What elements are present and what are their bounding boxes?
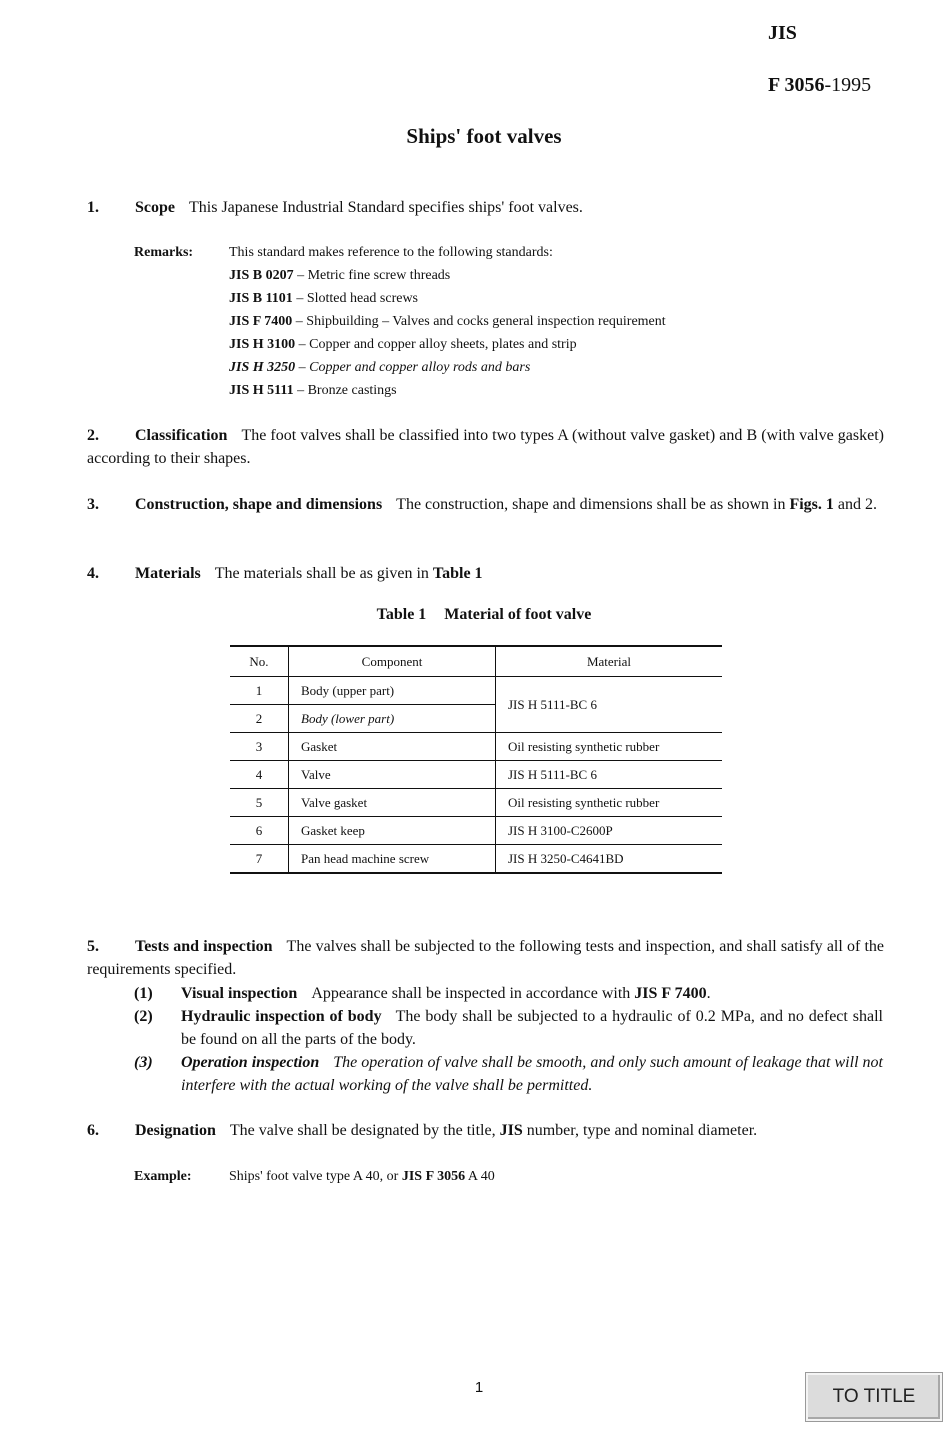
section-number: 5. xyxy=(87,938,99,955)
cell-material: JIS H 5111-BC 6 xyxy=(496,677,723,733)
reference-code: JIS F 7400 xyxy=(229,314,293,329)
cell-component: Valve xyxy=(289,761,496,789)
table-caption-title: Material of foot valve xyxy=(444,606,592,623)
designation-example xyxy=(0,1165,950,1189)
column-header-material: Material xyxy=(496,646,723,677)
item-heading: Visual inspection xyxy=(181,985,298,1002)
reference-code: JIS H 3100 xyxy=(229,337,296,352)
section-tail: and 2. xyxy=(837,496,877,513)
remarks-label: Remarks: xyxy=(134,245,194,260)
section-construction xyxy=(87,493,884,516)
item-heading: Operation inspection xyxy=(181,1054,320,1071)
section-text: The construction, shape and dimensions shall be as shown in xyxy=(396,496,786,513)
table-reference: Table 1 xyxy=(432,565,483,582)
section-text: The foot valves shall be classified into two types A (without valve gasket) and B (with valve gasket) according to their shapes. xyxy=(87,427,884,467)
cell-no: 4 xyxy=(230,761,289,789)
cell-component: Body (lower part) xyxy=(289,705,496,733)
standard-code: F 3056 xyxy=(768,74,825,96)
materials-table xyxy=(230,645,722,874)
reference-code: JIS H 3250 xyxy=(229,360,296,375)
section-text: The valves shall be subjected to the following tests and inspection, and shall satisfy all of the requirements specified. xyxy=(87,938,884,978)
reference-code: JIS B 1101 xyxy=(229,291,293,306)
table-row xyxy=(230,761,722,789)
cell-component: Pan head machine screw xyxy=(289,845,496,874)
to-title-button[interactable]: TO TITLE xyxy=(806,1373,942,1421)
reference-desc: – Metric fine screw threads xyxy=(297,268,451,283)
cell-material: JIS H 3250-C4641BD xyxy=(496,845,723,874)
reference-row xyxy=(229,379,397,402)
item-number: (2) xyxy=(134,1008,153,1025)
section-text: The valve shall be designated by the title, xyxy=(229,1122,496,1139)
item-tail: . xyxy=(706,985,711,1002)
table-caption xyxy=(0,606,950,624)
section-number: 6. xyxy=(87,1122,99,1139)
cell-component: Body (upper part) xyxy=(289,677,496,705)
cell-no: 6 xyxy=(230,817,289,845)
item-text: Appearance shall be inspected in accordance with xyxy=(311,985,631,1002)
section-heading: Tests and inspection xyxy=(135,938,273,955)
reference-desc: – Slotted head screws xyxy=(296,291,419,306)
cell-no: 3 xyxy=(230,733,289,761)
page-title: Ships' foot valves xyxy=(406,124,562,148)
inspection-items xyxy=(0,982,950,1097)
remarks-block xyxy=(0,241,950,411)
section-materials xyxy=(87,562,483,585)
section-text: The materials shall be as given in xyxy=(214,565,429,582)
reference-desc: – Copper and copper alloy sheets, plates and strip xyxy=(298,337,577,352)
item-reference: JIS F 7400 xyxy=(634,985,707,1002)
section-number: 3. xyxy=(87,496,99,513)
section-text-continued: number, type and nominal diameter. xyxy=(526,1122,758,1139)
section-heading: Scope xyxy=(135,199,175,216)
table-row xyxy=(230,677,722,705)
section-scope xyxy=(87,196,583,219)
item-text: The operation of valve shall be smooth, and only such amount of leakage that will not interfere with the actual working of the valve shall be permitted. xyxy=(181,1054,883,1094)
example-text xyxy=(229,1165,495,1188)
cell-no: 7 xyxy=(230,845,289,874)
cell-material: Oil resisting synthetic rubber xyxy=(496,789,723,817)
table-caption-number: Table 1 xyxy=(376,606,427,623)
table-row xyxy=(230,789,722,817)
section-number: 1. xyxy=(87,199,99,216)
table-row xyxy=(230,733,722,761)
table-row xyxy=(230,845,722,874)
reference-desc: – Bronze castings xyxy=(297,383,397,398)
cell-component: Gasket keep xyxy=(289,817,496,845)
jis-label: JIS xyxy=(499,1122,523,1139)
remarks-intro: This standard makes reference to the following standards: xyxy=(229,245,553,260)
section-number: 2. xyxy=(87,427,99,444)
section-number: 4. xyxy=(87,565,99,582)
section-heading: Construction, shape and dimensions xyxy=(135,496,383,513)
cell-material: JIS H 3100-C2600P xyxy=(496,817,723,845)
item-number: (1) xyxy=(134,985,153,1002)
item-number: (3) xyxy=(134,1054,153,1071)
section-classification xyxy=(87,424,884,470)
inspection-item-hydraulic xyxy=(181,1005,883,1051)
example-part: Ships' foot valve type A 40, or xyxy=(229,1169,399,1184)
reference-row xyxy=(229,356,530,379)
figs-reference: Figs. 1 xyxy=(789,496,834,513)
column-header-component: Component xyxy=(289,646,496,677)
reference-row xyxy=(229,287,418,310)
reference-desc: – Copper and copper alloy rods and bars xyxy=(298,360,531,375)
reference-code: JIS H 5111 xyxy=(229,383,294,398)
reference-row xyxy=(229,264,450,287)
example-label: Example: xyxy=(134,1169,192,1184)
column-header-no: No. xyxy=(230,646,289,677)
inspection-item-operation xyxy=(181,1051,883,1097)
table-header-row xyxy=(230,646,722,677)
section-heading: Materials xyxy=(135,565,201,582)
cell-component: Gasket xyxy=(289,733,496,761)
header-standard-number xyxy=(768,74,871,97)
section-heading: Classification xyxy=(135,427,228,444)
example-code: JIS F 3056 xyxy=(401,1169,466,1184)
section-text: This Japanese Industrial Standard specifies ships' foot valves. xyxy=(189,199,583,216)
standard-year: -1995 xyxy=(824,74,872,96)
section-tests xyxy=(87,935,884,981)
header-jis-label: JIS xyxy=(768,22,797,44)
cell-no: 1 xyxy=(230,677,289,705)
reference-code: JIS B 0207 xyxy=(229,268,294,283)
cell-no: 5 xyxy=(230,789,289,817)
section-heading: Designation xyxy=(135,1122,216,1139)
section-designation xyxy=(87,1119,757,1142)
inspection-item-visual xyxy=(181,982,883,1005)
cell-no: 2 xyxy=(230,705,289,733)
cell-component: Valve gasket xyxy=(289,789,496,817)
item-text: The body shall be subjected to a hydraulic of 0.2 MPa, and no defect shall be found on all the parts of the body. xyxy=(181,1008,883,1048)
reference-desc: – Shipbuilding – Valves and cocks general inspection requirement xyxy=(295,314,666,329)
page-number: 1 xyxy=(474,1379,484,1396)
cell-material: Oil resisting synthetic rubber xyxy=(496,733,723,761)
table-row xyxy=(230,817,722,845)
reference-row xyxy=(229,310,666,333)
example-part: A 40 xyxy=(467,1169,495,1184)
cell-material: JIS H 5111-BC 6 xyxy=(496,761,723,789)
item-heading: Hydraulic inspection of body xyxy=(181,1008,382,1025)
reference-row xyxy=(229,333,577,356)
